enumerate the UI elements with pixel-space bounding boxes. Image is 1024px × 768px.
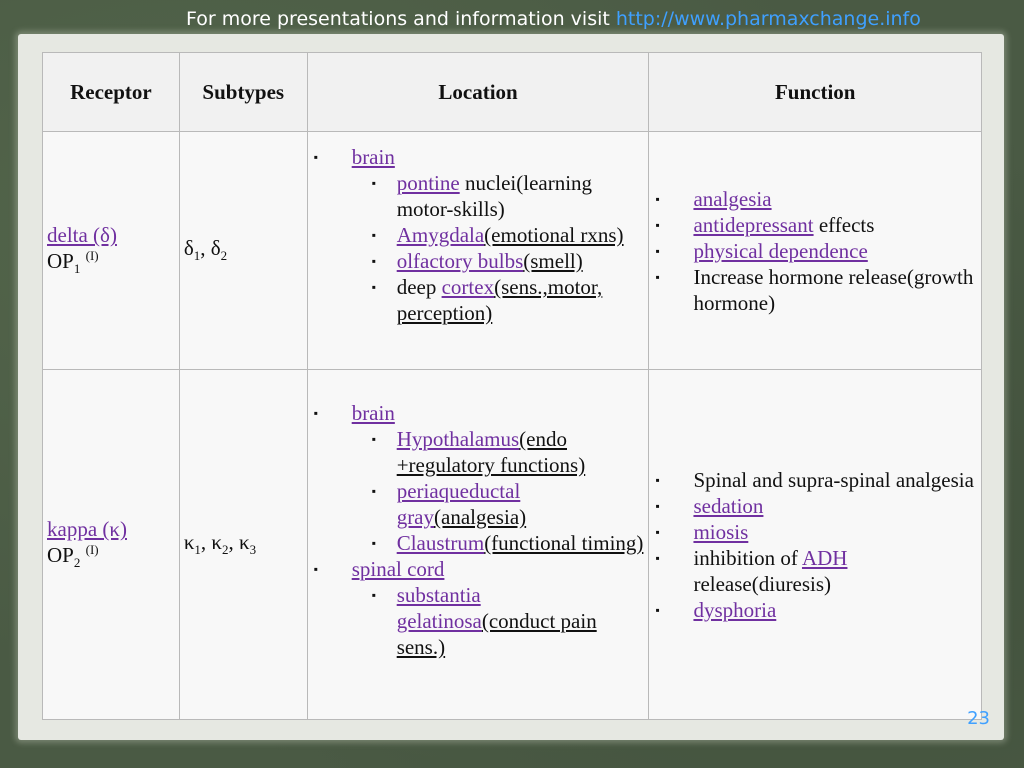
col-header-subtypes: Subtypes: [179, 53, 307, 132]
location-cell: [307, 132, 649, 370]
substantia-link[interactable]: substantia gelatinosa: [396, 583, 482, 633]
pontine-link[interactable]: pontine: [396, 171, 460, 195]
miosis-link[interactable]: miosis: [693, 519, 749, 544]
list-item: ▪ Spinal and supra-spinal analgesia: [653, 467, 977, 493]
antidepressant-link[interactable]: antidepressant: [693, 212, 814, 237]
list-item: ▪ periaqueductal gray(analgesia): [352, 478, 645, 530]
list-item: ▪ olfactory bulbs(smell): [352, 248, 645, 274]
slide-header: [186, 8, 1016, 30]
function-cell: [649, 370, 982, 720]
list-item: [312, 556, 645, 660]
subtypes-cell: $\delta_1$, $\delta_2$: [179, 132, 307, 370]
amygdala-link[interactable]: Amygdala: [396, 223, 485, 247]
list-item: [653, 238, 977, 264]
table-row: [43, 132, 982, 370]
receptor-table: [42, 52, 982, 720]
list-item: ▪ pontine nuclei(learning motor-skills): [352, 170, 645, 222]
list-item: [653, 597, 977, 623]
adh-link[interactable]: ADH: [801, 545, 848, 570]
analgesia-link[interactable]: analgesia: [693, 186, 772, 211]
table-row: [43, 370, 982, 720]
receptor-link[interactable]: delta (δ): [47, 223, 117, 248]
list-item: ▪ Hypothalamus(endo +regulatory functions): [352, 426, 645, 478]
col-header-receptor: Receptor: [43, 53, 180, 132]
location-cell: [307, 370, 649, 720]
cortex-link[interactable]: cortex: [441, 275, 495, 299]
col-header-location: Location: [307, 53, 649, 132]
list-item: ▪ deep cortex(sens.,motor, perception): [352, 274, 645, 326]
receptor-cell: [43, 132, 180, 370]
list-item: [653, 186, 977, 212]
sedation-link[interactable]: sedation: [693, 493, 764, 518]
physical-dependence-link[interactable]: physical dependence: [693, 238, 868, 263]
receptor-cell: [43, 370, 180, 720]
list-item: ▪ Amygdala(emotional rxns): [352, 222, 645, 248]
list-item: [653, 493, 977, 519]
olfactory-link[interactable]: olfactory bulbs: [396, 249, 524, 273]
hypothalamus-link[interactable]: Hypothalamus: [396, 427, 520, 451]
page-number: 23: [967, 708, 990, 729]
subtypes-cell: $\kappa_1$, $\kappa_2$, $\kappa_3$: [179, 370, 307, 720]
header-link[interactable]: http://www.pharmaxchange.info: [615, 8, 921, 30]
list-item: ▪ Increase hormone release(growth hormone): [653, 264, 977, 316]
receptor-link[interactable]: kappa (κ): [47, 517, 127, 542]
periaqueductal-link[interactable]: periaqueductal gray: [396, 479, 521, 529]
table-header-row: [43, 53, 982, 132]
function-cell: [649, 132, 982, 370]
list-item: ▪ Claustrum(functional timing): [352, 530, 645, 556]
brain-link[interactable]: brain: [351, 401, 395, 425]
brain-link[interactable]: brain: [351, 145, 395, 169]
dysphoria-link[interactable]: dysphoria: [693, 597, 777, 622]
list-item: [312, 144, 645, 326]
list-item: ▪ antidepressant effects: [653, 212, 977, 238]
list-item: ▪ substantia gelatinosa(conduct pain sens.): [352, 582, 645, 660]
claustrum-link[interactable]: Claustrum: [396, 531, 485, 555]
list-item: [653, 519, 977, 545]
receptor-op: $OP_2$ $^{(I)}$: [47, 542, 99, 571]
col-header-function: Function: [649, 53, 982, 132]
list-item: ▪ inhibition of ADH release(diuresis): [653, 545, 977, 597]
spinal-cord-link[interactable]: spinal cord: [351, 557, 445, 581]
header-text: For more presentations and information visit: [186, 8, 616, 30]
list-item: [312, 400, 645, 556]
receptor-op: $OP_1$ $^{(I)}$: [47, 248, 99, 277]
